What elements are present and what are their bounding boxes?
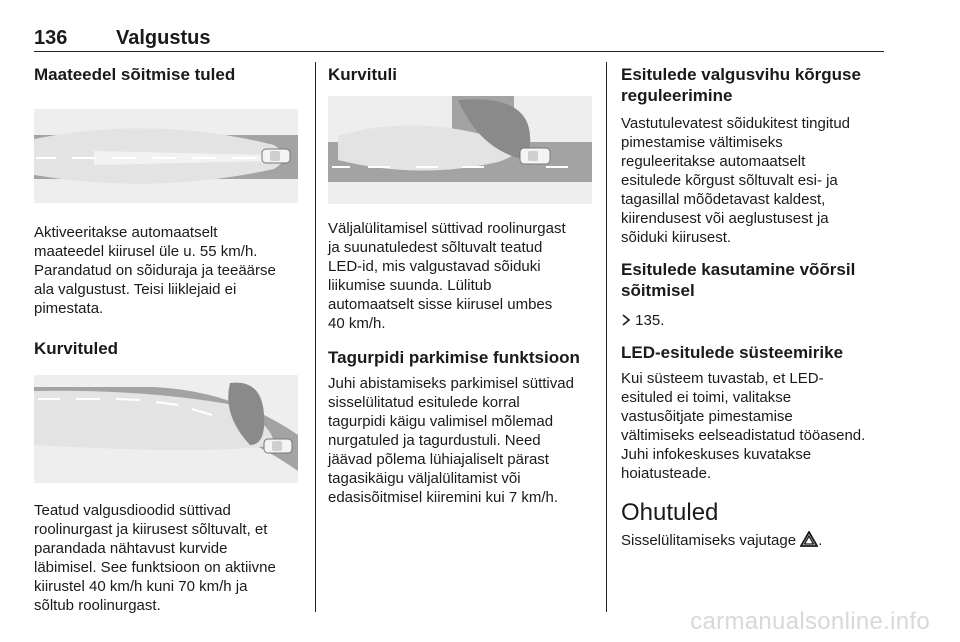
cornering-lights-text <box>34 501 304 615</box>
heading-line: Esitulede valgusvihu kõrguse <box>621 65 861 84</box>
text-line: sõltub roolinurgast. <box>34 597 161 614</box>
column-3 <box>621 64 891 550</box>
country-lights-text <box>34 223 304 318</box>
text-line: Aktiveeritakse automaatselt <box>34 224 218 241</box>
text-line: sõiduki kiirusest. <box>621 229 732 246</box>
reverse-parking-text <box>328 374 596 507</box>
text-line: esituled ei toimi, valitakse <box>621 389 792 406</box>
heading-line: Esitulede kasutamine võõrsil <box>621 260 856 279</box>
text-line: Juhi infokeskuses kuvatakse <box>621 446 812 463</box>
text-line: 40 km/h. <box>328 315 386 332</box>
text-line: Vastutulevatest sõidukitest tingitud <box>621 115 851 132</box>
corner-light-illustration <box>328 96 592 204</box>
text-line: reguleeritakse automaatselt <box>621 153 806 170</box>
cornering-lights-illustration <box>34 375 298 483</box>
text-line: Parandatud on sõiduraja ja teeäärse <box>34 262 276 279</box>
text-line: Väljalülitamisel süttivad roolinurgast <box>328 220 566 237</box>
text-line: kiirendusest või aeglustusest ja <box>621 210 829 227</box>
watermark: carmanualsonline.info <box>690 608 930 635</box>
reference-page[interactable]: 135. <box>635 312 665 329</box>
heading-line: sõitmisel <box>621 281 695 300</box>
column-1 <box>34 64 304 615</box>
column-divider <box>606 62 607 612</box>
text-line: Sisselülitamiseks vajutage <box>621 532 797 549</box>
column-2 <box>328 64 596 507</box>
section-heading-corner-light: Kurvituli <box>328 65 397 84</box>
text-line: tagasillal mõõdetavast kaldest, <box>621 191 826 208</box>
text-line: sisselülitatud esitulede korral <box>328 394 520 411</box>
text-line: pimestamise vältimiseks <box>621 134 783 151</box>
text-line: kiirustel 40 km/h kuni 70 km/h ja <box>34 578 248 595</box>
section-heading-hazard-lights: Ohutuled <box>621 499 719 526</box>
hazard-warning-icon <box>800 531 818 547</box>
text-line: automaatselt sisse kiirusel umbes <box>328 296 553 313</box>
text-line: ala valgustust. Teisi liiklejaid ei <box>34 281 237 298</box>
section-heading-reverse-parking: Tagurpidi parkimise funktsioon <box>328 348 580 367</box>
text-line: Teatud valgusdioodid süttivad <box>34 502 231 519</box>
section-heading-country-lights: Maateedel sõitmise tuled <box>34 65 236 84</box>
text-line: roolinurgast ja kiirusest sõltuvalt, et <box>34 521 268 538</box>
section-heading-headlight-range <box>621 64 891 106</box>
text-line: LED-id, mis valgustavad sõiduki <box>328 258 541 275</box>
section-heading-driving-abroad <box>621 259 891 301</box>
text-line: hoiatusteade. <box>621 465 712 482</box>
text-line: jäävad põlema lühiajaliselt pärast <box>328 451 549 468</box>
text-line: maateedel kiirusel üle u. 55 km/h. <box>34 243 258 260</box>
text-line: Juhi abistamiseks parkimisel süttivad <box>328 375 574 392</box>
page-reference <box>621 311 891 330</box>
text-line: ja suunatuledest sõltuvalt teatud <box>328 239 543 256</box>
text-line: esitulede kõrgust sõltuvalt esi- ja <box>621 172 838 189</box>
section-heading-cornering-lights: Kurvituled <box>34 339 119 358</box>
section-heading-led-fault: LED-esitulede süsteemirike <box>621 343 844 362</box>
page-title: Valgustus <box>116 27 211 49</box>
text-line: parandada nähtavust kurvide <box>34 540 228 557</box>
headlight-range-text <box>621 114 891 247</box>
text-line: Kui süsteem tuvastab, et LED- <box>621 370 824 387</box>
hazard-lights-text <box>621 531 891 550</box>
text-line: pimestata. <box>34 300 104 317</box>
reference-arrow-icon <box>621 313 631 327</box>
text-line: läbimisel. See funktsioon on aktiivne <box>34 559 276 576</box>
heading-line: reguleerimine <box>621 86 733 105</box>
page-number: 136 <box>34 27 68 49</box>
text-line: liikumise suunda. Lülitub <box>328 277 492 294</box>
text-line: vältimiseks eelseadistatud tööasend. <box>621 427 866 444</box>
column-divider <box>315 62 316 612</box>
page-header <box>34 27 884 52</box>
text-line: nurgatuled ja tagurdustuli. Need <box>328 432 541 449</box>
country-road-lights-illustration <box>34 109 298 203</box>
led-fault-text <box>621 369 891 483</box>
text-line: tagasikäigu väljalülitamist või <box>328 470 521 487</box>
text-line: edasisõitmisel kiiremini kui 7 km/h. <box>328 489 559 506</box>
text-line: vastusõitjate pimestamise <box>621 408 793 425</box>
sentence-end: . <box>818 532 823 549</box>
text-line: tagurpidi käigu valimisel mõlemad <box>328 413 554 430</box>
corner-light-text <box>328 219 596 333</box>
